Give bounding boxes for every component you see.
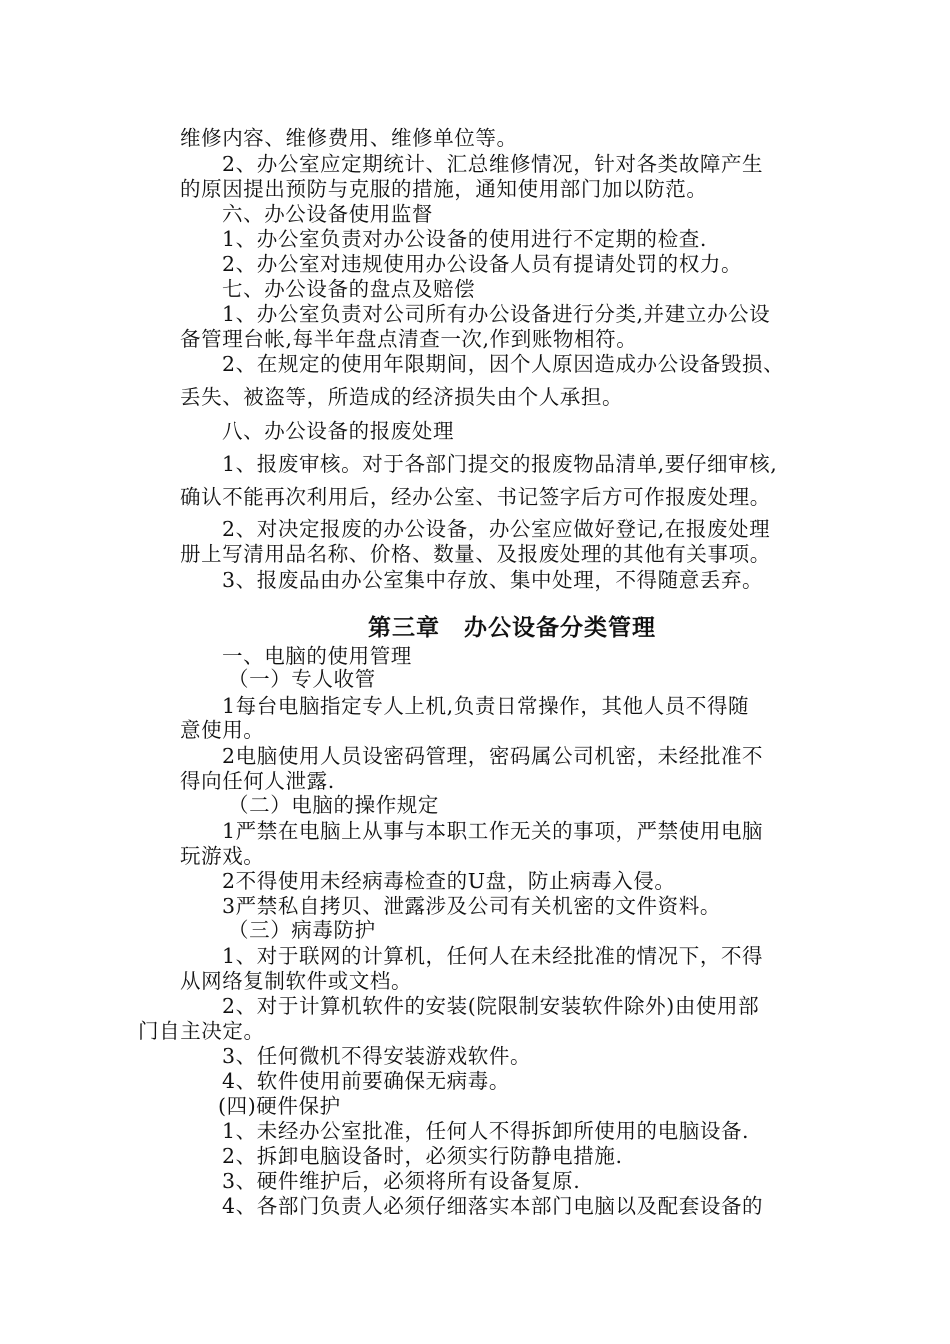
section-heading: 六、办公设备使用监督 — [222, 202, 433, 226]
subsection-heading: （三）病毒防护 — [228, 918, 376, 942]
paragraph-line: 的原因提出预防与克服的措施，通知使用部门加以防范。 — [180, 177, 708, 201]
paragraph-line: 2不得使用未经病毒检查的U盘，防止病毒入侵。 — [222, 869, 676, 893]
paragraph-line: 2、拆卸电脑设备时，必须实行防静电措施. — [222, 1144, 623, 1168]
paragraph-line: 1、报废审核。对于各部门提交的报废物品清单,要仔细审核, — [222, 452, 778, 476]
paragraph-line: 1、未经办公室批准，任何人不得拆卸所使用的电脑设备. — [222, 1119, 750, 1143]
section-heading: 一、电脑的使用管理 — [222, 644, 412, 668]
paragraph-line: 2、办公室应定期统计、汇总维修情况，针对各类故障产生 — [222, 152, 764, 176]
paragraph-line: 丢失、被盗等，所造成的经济损失由个人承担。 — [180, 385, 624, 409]
paragraph-line: 2、在规定的使用年限期间，因个人原因造成办公设备毁损、 — [222, 352, 785, 376]
paragraph-line: 3、硬件维护后，必须将所有设备复原. — [222, 1169, 581, 1193]
subsection-heading: （一）专人收管 — [228, 667, 376, 691]
paragraph-line: 2、对决定报废的办公设备，办公室应做好登记,在报废处理 — [222, 517, 771, 541]
paragraph-line: 1、对于联网的计算机，任何人在未经批准的情况下，不得 — [222, 944, 764, 968]
paragraph-line: 册上写清用品名称、价格、数量、及报废处理的其他有关事项。 — [180, 542, 771, 566]
paragraph-line: 2、办公室对违规使用办公设备人员有提请处罚的权力。 — [222, 252, 743, 276]
paragraph-line: 3严禁私自拷贝、泄露涉及公司有关机密的文件资料。 — [222, 894, 721, 918]
paragraph-line: 3、报废品由办公室集中存放、集中处理，不得随意丢弃。 — [222, 568, 764, 592]
paragraph-line: 确认不能再次利用后，经办公室、书记签字后方可作报废处理。 — [180, 485, 771, 509]
paragraph-line: 1、办公室负责对公司所有办公设备进行分类,并建立办公设 — [222, 302, 771, 326]
paragraph-line: 1、办公室负责对办公设备的使用进行不定期的检查. — [222, 227, 707, 251]
paragraph-line: 玩游戏。 — [180, 844, 265, 868]
paragraph-line: 1严禁在电脑上从事与本职工作无关的事项，严禁使用电脑 — [222, 819, 764, 843]
section-heading: 八、办公设备的报废处理 — [222, 419, 455, 443]
paragraph-line: 备管理台帐,每半年盘点清查一次,作到账物相符。 — [180, 327, 638, 351]
paragraph-line: 意使用。 — [180, 718, 265, 742]
paragraph-line: 3、任何微机不得安装游戏软件。 — [222, 1044, 532, 1068]
paragraph-line: 4、各部门负责人必须仔细落实本部门电脑以及配套设备的 — [222, 1194, 764, 1218]
paragraph-line: 得向任何人泄露. — [180, 769, 335, 793]
paragraph-line: 维修内容、维修费用、维修单位等。 — [180, 126, 518, 150]
paragraph-line: 从网络复制软件或文档。 — [180, 969, 413, 993]
section-heading: 七、办公设备的盘点及赔偿 — [222, 277, 476, 301]
subsection-heading: （二）电脑的操作规定 — [228, 793, 439, 817]
paragraph-line: 4、软件使用前要确保无病毒。 — [222, 1069, 510, 1093]
paragraph-line: 2电脑使用人员设密码管理，密码属公司机密，未经批准不 — [222, 744, 764, 768]
paragraph-line: 门自主决定。 — [138, 1019, 265, 1043]
paragraph-line: 1每台电脑指定专人上机,负责日常操作，其他人员不得随 — [222, 694, 750, 718]
chapter-title: 第三章 办公设备分类管理 — [368, 614, 656, 641]
subsection-heading: (四)硬件保护 — [218, 1094, 341, 1118]
paragraph-line: 2、对于计算机软件的安装(院限制安装软件除外)由使用部 — [222, 994, 760, 1018]
